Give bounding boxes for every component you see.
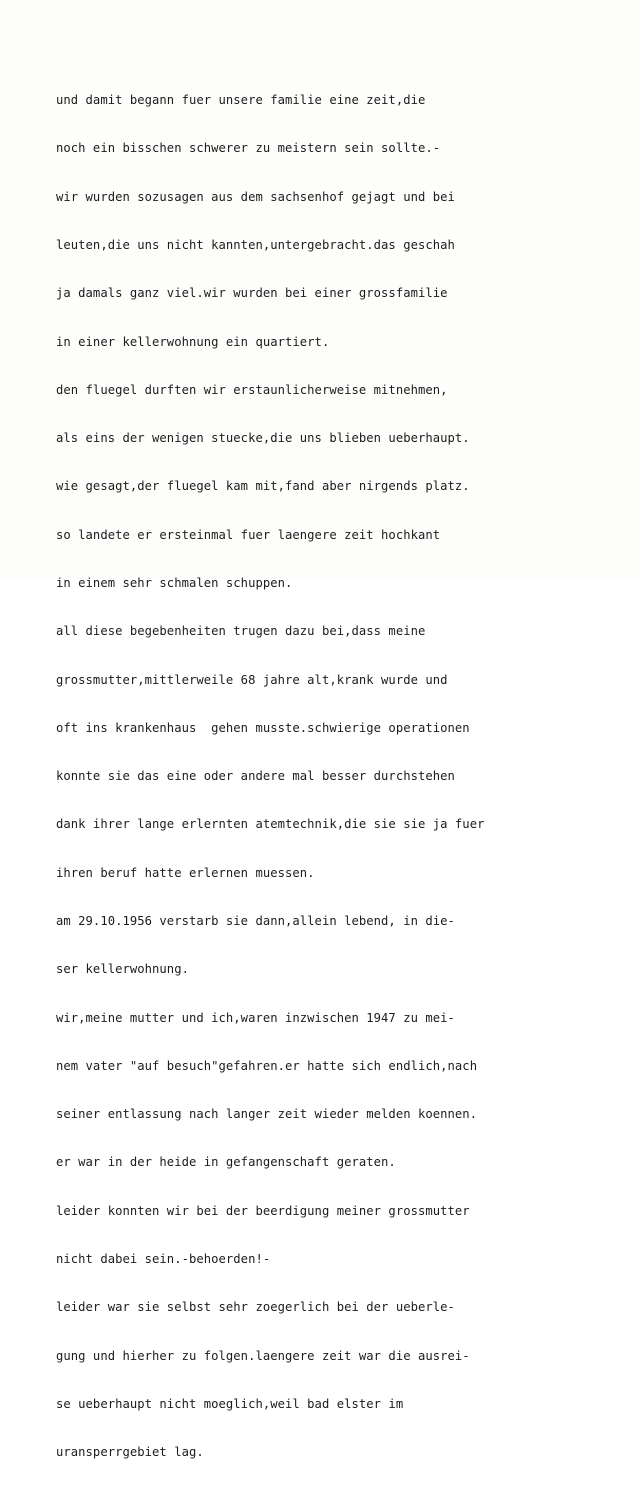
text-line: leider war sie selbst sehr zoegerlich bei der ueberle- bbox=[56, 1300, 455, 1315]
text-line: grossmutter,mittlerweile 68 jahre alt,krank wurde und bbox=[56, 672, 448, 687]
text-line: wie gesagt,der fluegel kam mit,fand aber nirgends platz. bbox=[56, 479, 470, 494]
text-line: am 29.10.1956 verstarb sie dann,allein lebend, in die- bbox=[56, 913, 455, 928]
text-line: gung und hierher zu folgen.laengere zeit war die ausrei- bbox=[56, 1348, 470, 1363]
text-line: in einem sehr schmalen schuppen. bbox=[56, 576, 293, 590]
text-line: und damit begann fuer unsere familie eine zeit,die bbox=[56, 93, 426, 108]
text-line: all diese begebenheiten trugen dazu bei,dass meine bbox=[56, 624, 426, 639]
text-line: wir,meine mutter und ich,waren inzwischen 1947 zu mei- bbox=[56, 1010, 455, 1025]
text-line: ja damals ganz viel.wir wurden bei einer grossfamilie bbox=[56, 286, 448, 301]
text-line: uransperrgebiet lag. bbox=[56, 1445, 204, 1460]
text-line: ihren beruf hatte erlernen muessen. bbox=[56, 865, 315, 880]
text-line: er war in der heide in gefangenschaft geraten. bbox=[56, 1155, 396, 1170]
text-line: in einer kellerwohnung ein quartiert. bbox=[56, 334, 330, 349]
text-line: noch ein bisschen schwerer zu meistern sein sollte.- bbox=[56, 141, 441, 156]
text-line: oft ins krankenhaus gehen musste.schwierige operationen bbox=[56, 720, 470, 735]
text-line: so landete er ersteinmal fuer laengere zeit hochkant bbox=[56, 527, 441, 542]
text-line: dank ihrer lange erlernten atemtechnik,die sie sie ja fuer bbox=[56, 817, 485, 832]
typed-text-block bbox=[56, 60, 616, 1492]
text-line: leider konnten wir bei der beerdigung meiner grossmutter bbox=[56, 1203, 470, 1218]
text-line: nicht dabei sein.-behoerden!- bbox=[56, 1251, 271, 1266]
text-line: als eins der wenigen stuecke,die uns blieben ueberhaupt. bbox=[56, 431, 470, 446]
text-line: se ueberhaupt nicht moeglich,weil bad elster im bbox=[56, 1396, 404, 1411]
text-line: wir wurden sozusagen aus dem sachsenhof gejagt und bei bbox=[56, 189, 455, 204]
text-line: konnte sie das eine oder andere mal besser durchstehen bbox=[56, 769, 455, 784]
text-line: seiner entlassung nach langer zeit wieder melden koennen. bbox=[56, 1107, 478, 1122]
text-line: nem vater "auf besuch"gefahren.er hatte sich endlich,nach bbox=[56, 1058, 478, 1073]
text-line: den fluegel durften wir erstaunlicherweise mitnehmen, bbox=[56, 382, 448, 397]
text-line: ser kellerwohnung. bbox=[56, 962, 189, 977]
text-line: leuten,die uns nicht kannten,untergebracht.das geschah bbox=[56, 238, 455, 253]
